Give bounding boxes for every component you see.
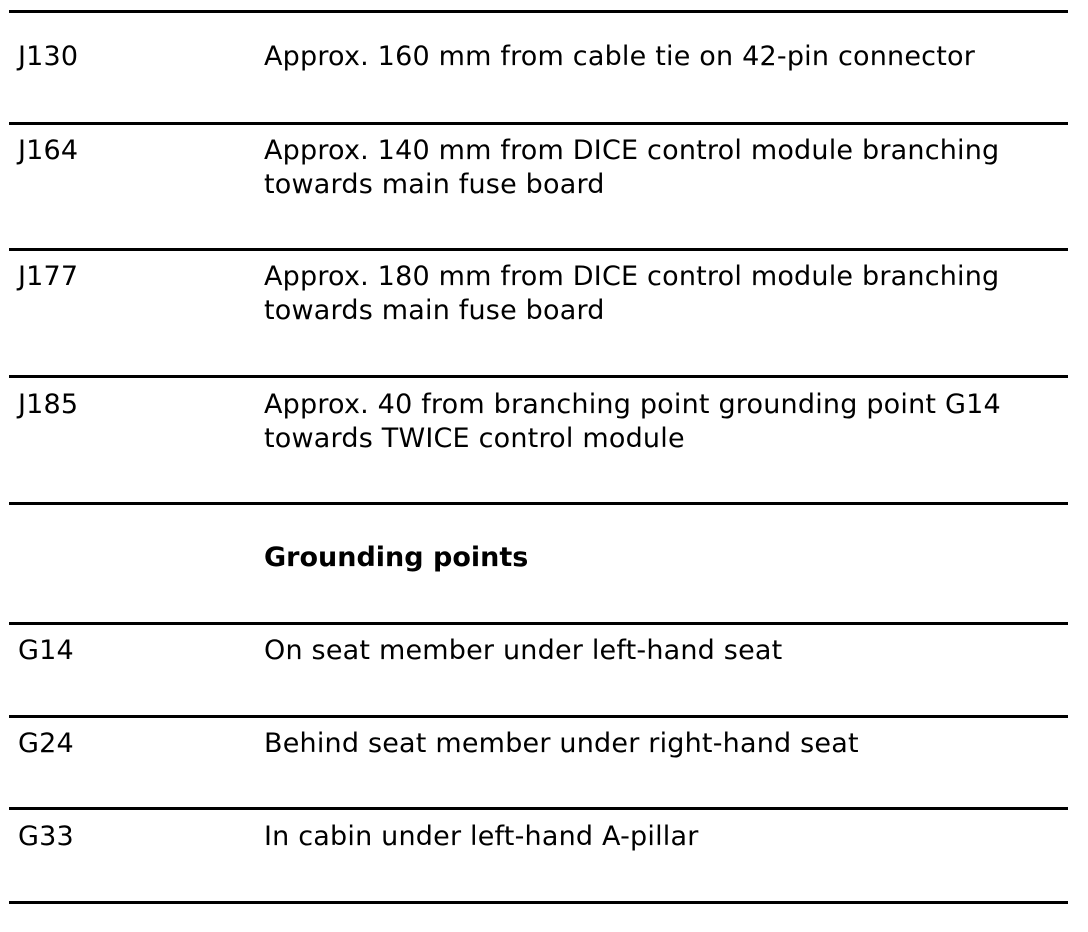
- row-description: Approx. 140 mm from DICE control module branching towards main fuse board: [264, 135, 1000, 200]
- table-rule: [9, 248, 1068, 251]
- row-description: In cabin under left-hand A-pillar: [264, 821, 699, 852]
- table-rule: [9, 502, 1068, 505]
- row-description: Approx. 160 mm from cable tie on 42-pin connector: [264, 41, 976, 72]
- table-rule: [9, 807, 1068, 810]
- row-description: Approx. 180 mm from DICE control module branching towards main fuse board: [264, 261, 1000, 326]
- section-heading-grounding: Grounding points: [264, 542, 529, 573]
- row-code: J177: [18, 261, 79, 292]
- row-description: Behind seat member under right-hand seat: [264, 728, 859, 759]
- table-rule: [9, 10, 1068, 13]
- table-rule: [9, 715, 1068, 718]
- row-description: Approx. 40 from branching point grounding point G14 towards TWICE control module: [264, 389, 1001, 454]
- row-description: On seat member under left-hand seat: [264, 635, 783, 666]
- row-code: J164: [18, 135, 79, 166]
- row-code: G24: [18, 728, 74, 759]
- row-code: J185: [18, 389, 79, 420]
- row-code: J130: [18, 41, 79, 72]
- table-rule: [9, 622, 1068, 625]
- row-code: G14: [18, 635, 74, 666]
- row-code: G33: [18, 821, 74, 852]
- table-rule: [9, 375, 1068, 378]
- table-rule: [9, 901, 1068, 904]
- table-rule: [9, 122, 1068, 125]
